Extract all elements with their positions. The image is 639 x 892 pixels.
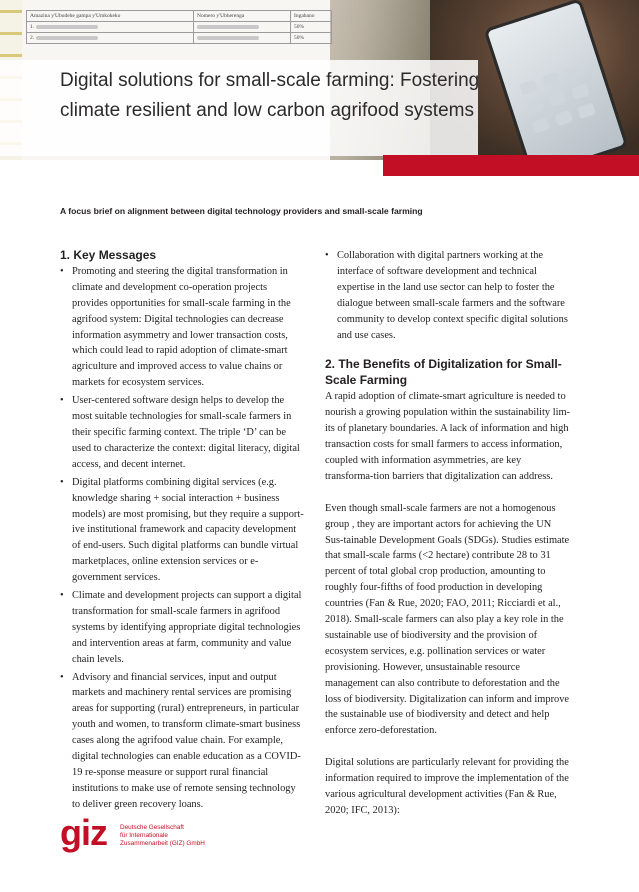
section-heading-key-messages: 1. Key Messages	[60, 248, 157, 262]
form-row-1-number	[194, 22, 291, 33]
giz-organisation-name: Deutsche Gesellschaft für Internationale Zusammenarbeit (GIZ) GmbH	[120, 824, 205, 847]
form-header-number: Nomero y'Ubherenga	[194, 11, 291, 22]
body-paragraph: Digital solutions are particularly relevant for providing the information required to improve the implementation of the various agricultural development activities (Fan & Rue, 2020; IFC, 2013):	[325, 757, 569, 816]
giz-wordmark: giz	[60, 812, 107, 853]
giz-logo	[60, 812, 220, 860]
form-row-2-number	[194, 33, 291, 44]
body-paragraph: Even though small-scale farmers are not a homogenous group , they are important actors for achieving the UN Sus-tainable Development Goals (SDGs). Studies estimate that small-scale farms (<2 hectare) contribute 28 to 31 percent of total global crop production, amounting to roughly four-fifths of food production in developing countries (Fan & Rue, 2020; FAO, 2011; Ricciardi et al., 2018). Small-scale farmers can also play a key role in the sustainable use of biodiversity and the provision of ecosystem services, e.g. pollination services or water provisioning. However, unsustainable resource management can also contribute to deforestation and the loss of biodiversity. Digitalization can inform and improve the sustainable use of biodiversity and detect and help enforce zero-deforestation.	[325, 502, 570, 737]
key-message-item: • Climate and development projects can support a digital transformation for small-scale farmers in agrifood systems by identifying appropriate digital technologies and intervention areas at farm, community and value chain levels.	[60, 588, 305, 668]
key-message-item: • Advisory and financial services, input and output markets and machinery rental services are promising areas for supporting (rural) entrepreneurs, in particular youth and women, to transform climate-smart business cases along the agrifood value chain. For example, digital technologies can enable education as a COVID-19 re-sponse measure or support rural financial institutions to make use of remote sensing technology to deliver green recovery loans.	[60, 670, 305, 813]
key-message-item: • Collaboration with digital partners working at the interface of software development and technical expertise in the land use sector can help to foster the dialogue between small-scale farmers and the software community to develop context specific digital solutions and use cases.	[325, 248, 571, 343]
form-header-percent: Ingabano	[291, 11, 332, 22]
paper-form-table	[26, 10, 332, 44]
section-heading-benefits: 2. The Benefits of Digitalization for Small-Scale Farming	[325, 357, 562, 388]
key-messages-list-continued	[325, 248, 571, 343]
key-message-item: • Digital platforms combining digital services (e.g. knowledge sharing + social interaction + business models) are most promising, but they require a support-ive institutional framework and capacity development of end-users. Such digital platforms can bundle virtual marketplaces, online extension services or e-government services.	[60, 475, 305, 586]
form-row-2-name: 2.	[27, 33, 194, 44]
document-title: Digital solutions for small-scale farming: Fostering climate resilient and low carbon agrifood systems	[60, 70, 480, 121]
form-header-name: Amazina y'Ubudehe gampa y'Umkokeko	[27, 11, 194, 22]
form-row-1-percent: 50%	[291, 22, 332, 33]
key-messages-list	[60, 264, 305, 813]
body-paragraph: A rapid adoption of climate-smart agriculture is needed to nourish a growing population within the sustainability lim-its of planetary boundaries. A lack of information and high transaction costs for small farmers to access information, coupled with information asymmetries, are key transforma-tion barriers that digitalization can address.	[325, 391, 571, 482]
right-column	[325, 248, 571, 819]
accent-bar	[383, 155, 639, 176]
document-subtitle: A focus brief on alignment between digital technology providers and small-scale farming	[60, 206, 423, 216]
form-row-1-name: 1.	[27, 22, 194, 33]
key-message-item: • User-centered software design helps to develop the most suitable technologies for small-scale farmers in their specific farming context. The triple ‘D’ can be used to characterize the context: digital literacy, digital access, and decent internet.	[60, 393, 305, 473]
form-row-2-percent: 50%	[291, 33, 332, 44]
key-message-item: • Promoting and steering the digital transformation in climate and development co-operation projects provides opportunities for small-scale farming in the agrifood system: Digital technologies can decrease information asymmetry and lower transaction costs, which could lead to rapid adoption of climate-smart agriculture and improved access to value chains or markets for ecosystem services.	[60, 264, 305, 391]
left-column	[60, 248, 305, 815]
